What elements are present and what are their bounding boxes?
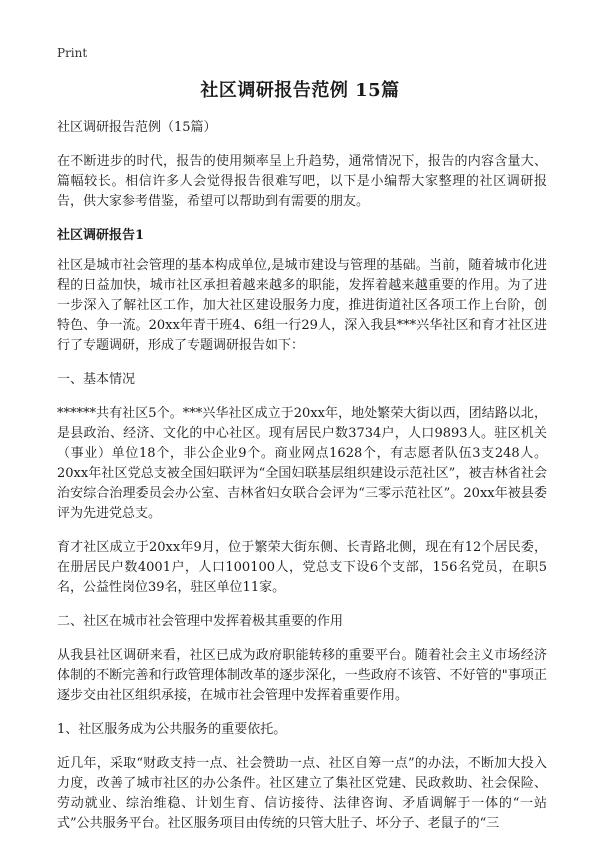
intro-paragraph: 在不断进步的时代，报告的使用频率呈上升趋势，通常情况下，报告的内容含量大、篇幅较长。相信许多人会觉得报告很难写吧，以下是小编帮大家整理的社区调研报告，供大家参考借鉴，希望可以帮助到有需要的朋友。 — [57, 154, 547, 209]
subheading: 一、基本情况 — [57, 372, 136, 387]
section-heading: 社区调研报告1 — [57, 228, 145, 243]
subheading: 二、社区在城市社会管理中发挥着极其重要的作用 — [57, 614, 344, 629]
body-paragraph: 社区是城市社会管理的基本构成单位,是城市建设与管理的基础。当前，随着城市化进程的日益加快，城市社区承担着越来越多的职能，发挥着越来越重要的作用。为了进一步深入了解社区工作，加大社区建设服务力度，推进街道社区各项工作上台阶，创特色、争一流。20xx年青干班4、6组一行29人，深入我县***兴华社区和育才社区进行了专题调研，形成了专题调研报告如下： — [57, 258, 547, 353]
body-paragraph: 育才社区成立于20xx年9月，位于繁荣大街东侧、长青路北侧，现在有12个居民委，在册居民户数4001户，人口100100人，党总支下设6个支部，156名党员，在职5名，公益性岗位39名，驻区单位11家。 — [57, 540, 547, 595]
body-paragraph: 从我县社区调研来看，社区已成为政府职能转移的重要平台。随着社会主义市场经济体制的不断完善和行政管理体制改革的逐步深化，一些政府不该管、不好管的"事项正逐步交由社区组织承接，在城市社会管理中发挥着重要作用。 — [57, 648, 547, 703]
page-title: 社区调研报告范例 15篇 — [200, 80, 400, 101]
print-link[interactable]: Print — [57, 46, 88, 60]
body-paragraph: 近几年，采取“财政支持一点、社会赞助一点、社区自筹一点”的办法，不断加大投入力度，改善了城市社区的办公条件。社区建立了集社区党建、民政救助、社会保险、劳动就业、综治维稳、计划生育、信访接待、法律咨询、矛盾调解于一体的“一站式”公共服务平台。社区服务项目由传统的只管大肚子、坏分子、老鼠子的“三 — [57, 756, 547, 831]
document-subtitle: 社区调研报告范例（15篇） — [57, 120, 217, 135]
subheading: 1、社区服务成为公共服务的重要依托。 — [57, 722, 287, 737]
body-paragraph: ******共有社区5个。***兴华社区成立于20xx年，地处繁荣大街以西，团结路以北，是县政治、经济、文化的中心社区。现有居民户数3734户，人口9893人。驻区机关（事业）单位18个，非公企业9个。商业网点1628个，有志愿者队伍3支248人。20xx年社区党总支被全国妇联评为“全国妇联基层组织建设示范社区”，被吉林省社会治安综合治理委员会办公室、吉林省妇女联合会评为“三零示范社区”。20xx年被县委评为先进党总支。 — [57, 406, 547, 521]
document-body — [57, 118, 547, 848]
